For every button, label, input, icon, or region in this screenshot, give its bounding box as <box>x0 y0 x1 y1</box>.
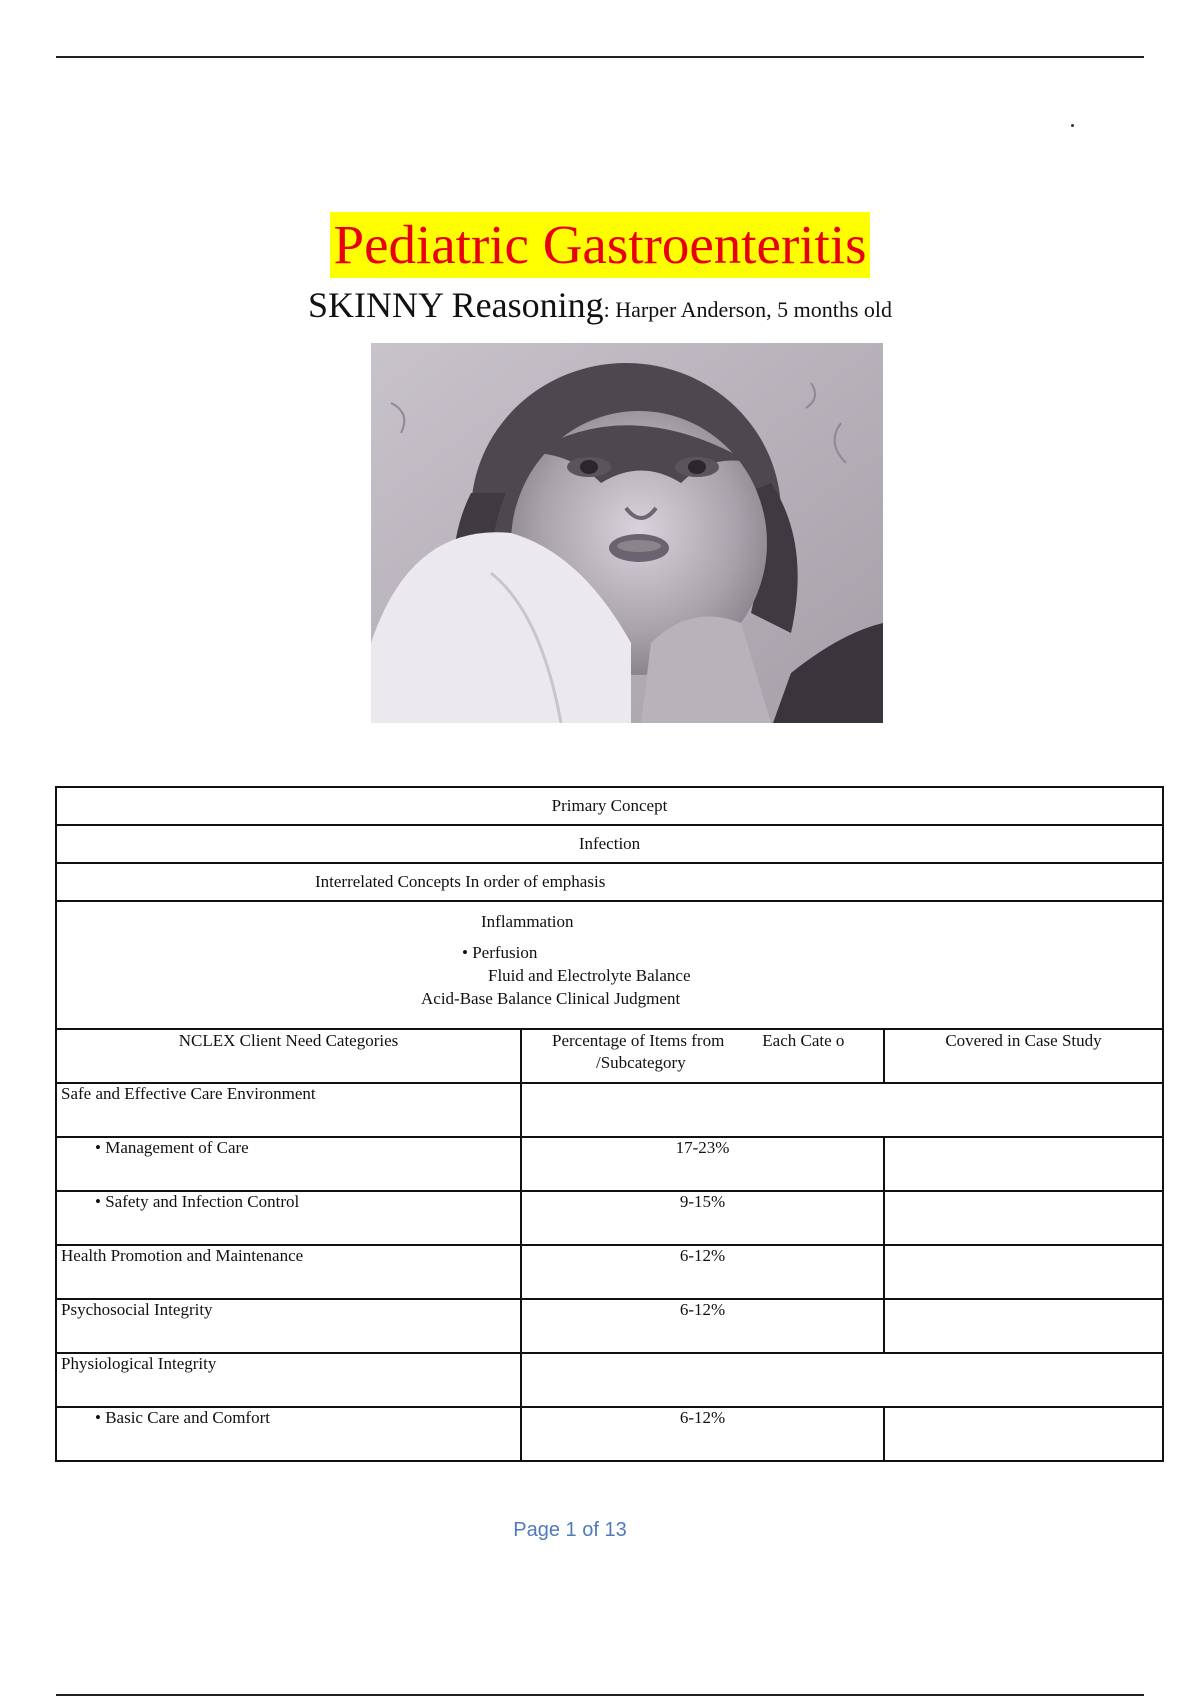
percentage-header-line1: Percentage of Items from <box>552 1031 725 1050</box>
category-percentage: 6-12% <box>521 1407 884 1461</box>
category-covered <box>884 1191 1163 1245</box>
primary-concept-value: Infection <box>56 825 1163 863</box>
nclex-row <box>56 1083 1163 1137</box>
category-covered <box>884 1137 1163 1191</box>
primary-concept-value-row <box>56 825 1163 863</box>
concepts-table <box>55 786 1164 1462</box>
top-rule <box>56 56 1144 58</box>
category-span-cell <box>521 1083 1163 1137</box>
subtitle-rest: : Harper Anderson, 5 months old <box>603 297 893 322</box>
nclex-row <box>56 1299 1163 1353</box>
category-covered <box>884 1299 1163 1353</box>
stray-dot <box>1071 124 1074 127</box>
category-label: Health Promotion and Maintenance <box>56 1245 521 1299</box>
primary-concept-heading: Primary Concept <box>56 787 1163 825</box>
category-covered <box>884 1245 1163 1299</box>
category-label: Psychosocial Integrity <box>56 1299 521 1353</box>
category-percentage: 6-12% <box>521 1245 884 1299</box>
bottom-rule <box>56 1694 1144 1696</box>
interrelated-concepts-heading: Interrelated Concepts In order of emphasis <box>56 863 1163 901</box>
nclex-row <box>56 1353 1163 1407</box>
interrelated-item: Acid-Base Balance Clinical Judgment <box>421 989 681 1008</box>
category-covered <box>884 1407 1163 1461</box>
percentage-header <box>521 1029 884 1083</box>
percentage-header-line2: /Subcategory <box>596 1053 686 1072</box>
category-label: • Basic Care and Comfort <box>56 1407 521 1461</box>
category-label: Safe and Effective Care Environment <box>56 1083 521 1137</box>
category-percentage: 17-23% <box>521 1137 884 1191</box>
covered-header: Covered in Case Study <box>884 1029 1163 1083</box>
category-percentage: 9-15% <box>521 1191 884 1245</box>
nclex-categories-header: NCLEX Client Need Categories <box>56 1029 521 1083</box>
page-number: Page 1 of 13 <box>513 1519 627 1541</box>
infant-photo <box>371 343 883 723</box>
primary-concept-heading-row <box>56 787 1163 825</box>
interrelated-concepts-list <box>56 901 1163 1029</box>
nclex-row <box>56 1191 1163 1245</box>
title-wrap <box>0 212 1200 278</box>
document-subtitle <box>0 284 1200 326</box>
interrelated-item: • Perfusion <box>462 943 538 962</box>
nclex-row <box>56 1245 1163 1299</box>
document-title: Pediatric Gastroenteritis <box>330 212 869 278</box>
category-label: • Safety and Infection Control <box>56 1191 521 1245</box>
subtitle-main: SKINNY Reasoning <box>307 285 604 325</box>
category-percentage: 6-12% <box>521 1299 884 1353</box>
category-label: • Management of Care <box>56 1137 521 1191</box>
nclex-row <box>56 1407 1163 1461</box>
interrelated-list-row <box>56 901 1163 1029</box>
category-span-cell <box>521 1353 1163 1407</box>
percentage-header-gap: Each Cate o <box>762 1031 845 1050</box>
interrelated-item: Inflammation <box>481 912 574 931</box>
nclex-header-row <box>56 1029 1163 1083</box>
nclex-row <box>56 1137 1163 1191</box>
category-label: Physiological Integrity <box>56 1353 521 1407</box>
interrelated-item: Fluid and Electrolyte Balance <box>488 966 691 985</box>
interrelated-heading-row <box>56 863 1163 901</box>
